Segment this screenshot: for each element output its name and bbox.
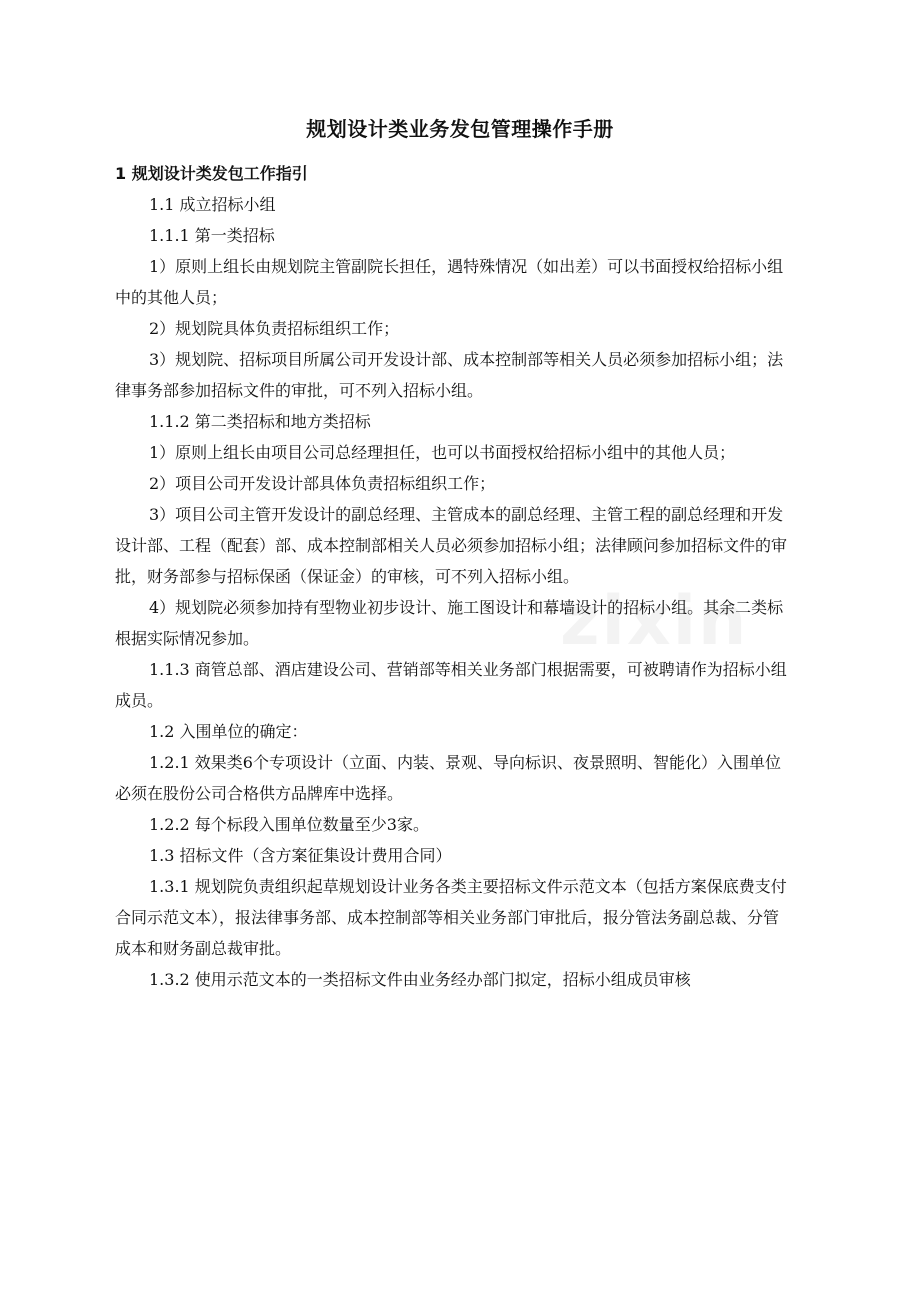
paragraph: 1.3.2 使用示范文本的一类招标文件由业务经办部门拟定，招标小组成员审核 (149, 970, 691, 989)
paragraph: 4）规划院必须参加持有型物业初步设计、施工图设计和幕墙设计的招标小组。其余二类标根据实际情况参加。 (115, 598, 784, 648)
paragraph: 1.2 入围单位的确定： (149, 722, 308, 741)
paragraph: 3）项目公司主管开发设计的副总经理、主管成本的副总经理、主管工程的副总经理和开发设计部、工程（配套）部、成本控制部相关人员必须参加招标小组；法律顾问参加招标文件的审批，财务部参与招标保函（保证金）的审核，可不列入招标小组。 (115, 505, 788, 586)
paragraph: 1.2.2 每个标段入围单位数量至少3家。 (149, 815, 429, 834)
document-body (115, 158, 791, 995)
paragraph: 1.1 成立招标小组 (149, 195, 276, 214)
paragraph: 2）项目公司开发设计部具体负责招标组织工作； (149, 474, 496, 493)
paragraph: 2）规划院具体负责招标组织工作； (149, 319, 400, 338)
paragraph: 1.1.3 商管总部、酒店建设公司、营销部等相关业务部门根据需要，可被聘请作为招标小组成员。 (115, 660, 787, 710)
paragraph: 1）原则上组长由项目公司总经理担任，也可以书面授权给招标小组中的其他人员； (149, 443, 736, 462)
paragraph: 1）原则上组长由规划院主管副院长担任，遇特殊情况（如出差）可以书面授权给招标小组中的其他人员； (115, 257, 784, 307)
paragraph: 1.3.1 规划院负责组织起草规划设计业务各类主要招标文件示范文本（包括方案保底费支付合同示范文本），报法律事务部、成本控制部等相关业务部门审批后，报分管法务副总裁、分管成本和财务副总裁审批。 (115, 877, 787, 958)
document-title: 规划设计类业务发包管理操作手册 (306, 117, 614, 141)
paragraph: 3）规划院、招标项目所属公司开发设计部、成本控制部等相关人员必须参加招标小组；法律事务部参加招标文件的审批，可不列入招标小组。 (115, 350, 784, 400)
paragraph: 1.1.1 第一类招标 (149, 226, 275, 245)
section-heading: 1 规划设计类发包工作指引 (115, 164, 308, 183)
paragraph: 1.1.2 第二类招标和地方类招标 (149, 412, 371, 431)
paragraph: 1.2.1 效果类6个专项设计（立面、内装、景观、导向标识、夜景照明、智能化）入围单位必须在股份公司合格供方品牌库中选择。 (115, 753, 781, 803)
paragraph: 1.3 招标文件（含方案征集设计费用合同） (149, 846, 452, 865)
watermark-text: zixin (560, 582, 749, 661)
